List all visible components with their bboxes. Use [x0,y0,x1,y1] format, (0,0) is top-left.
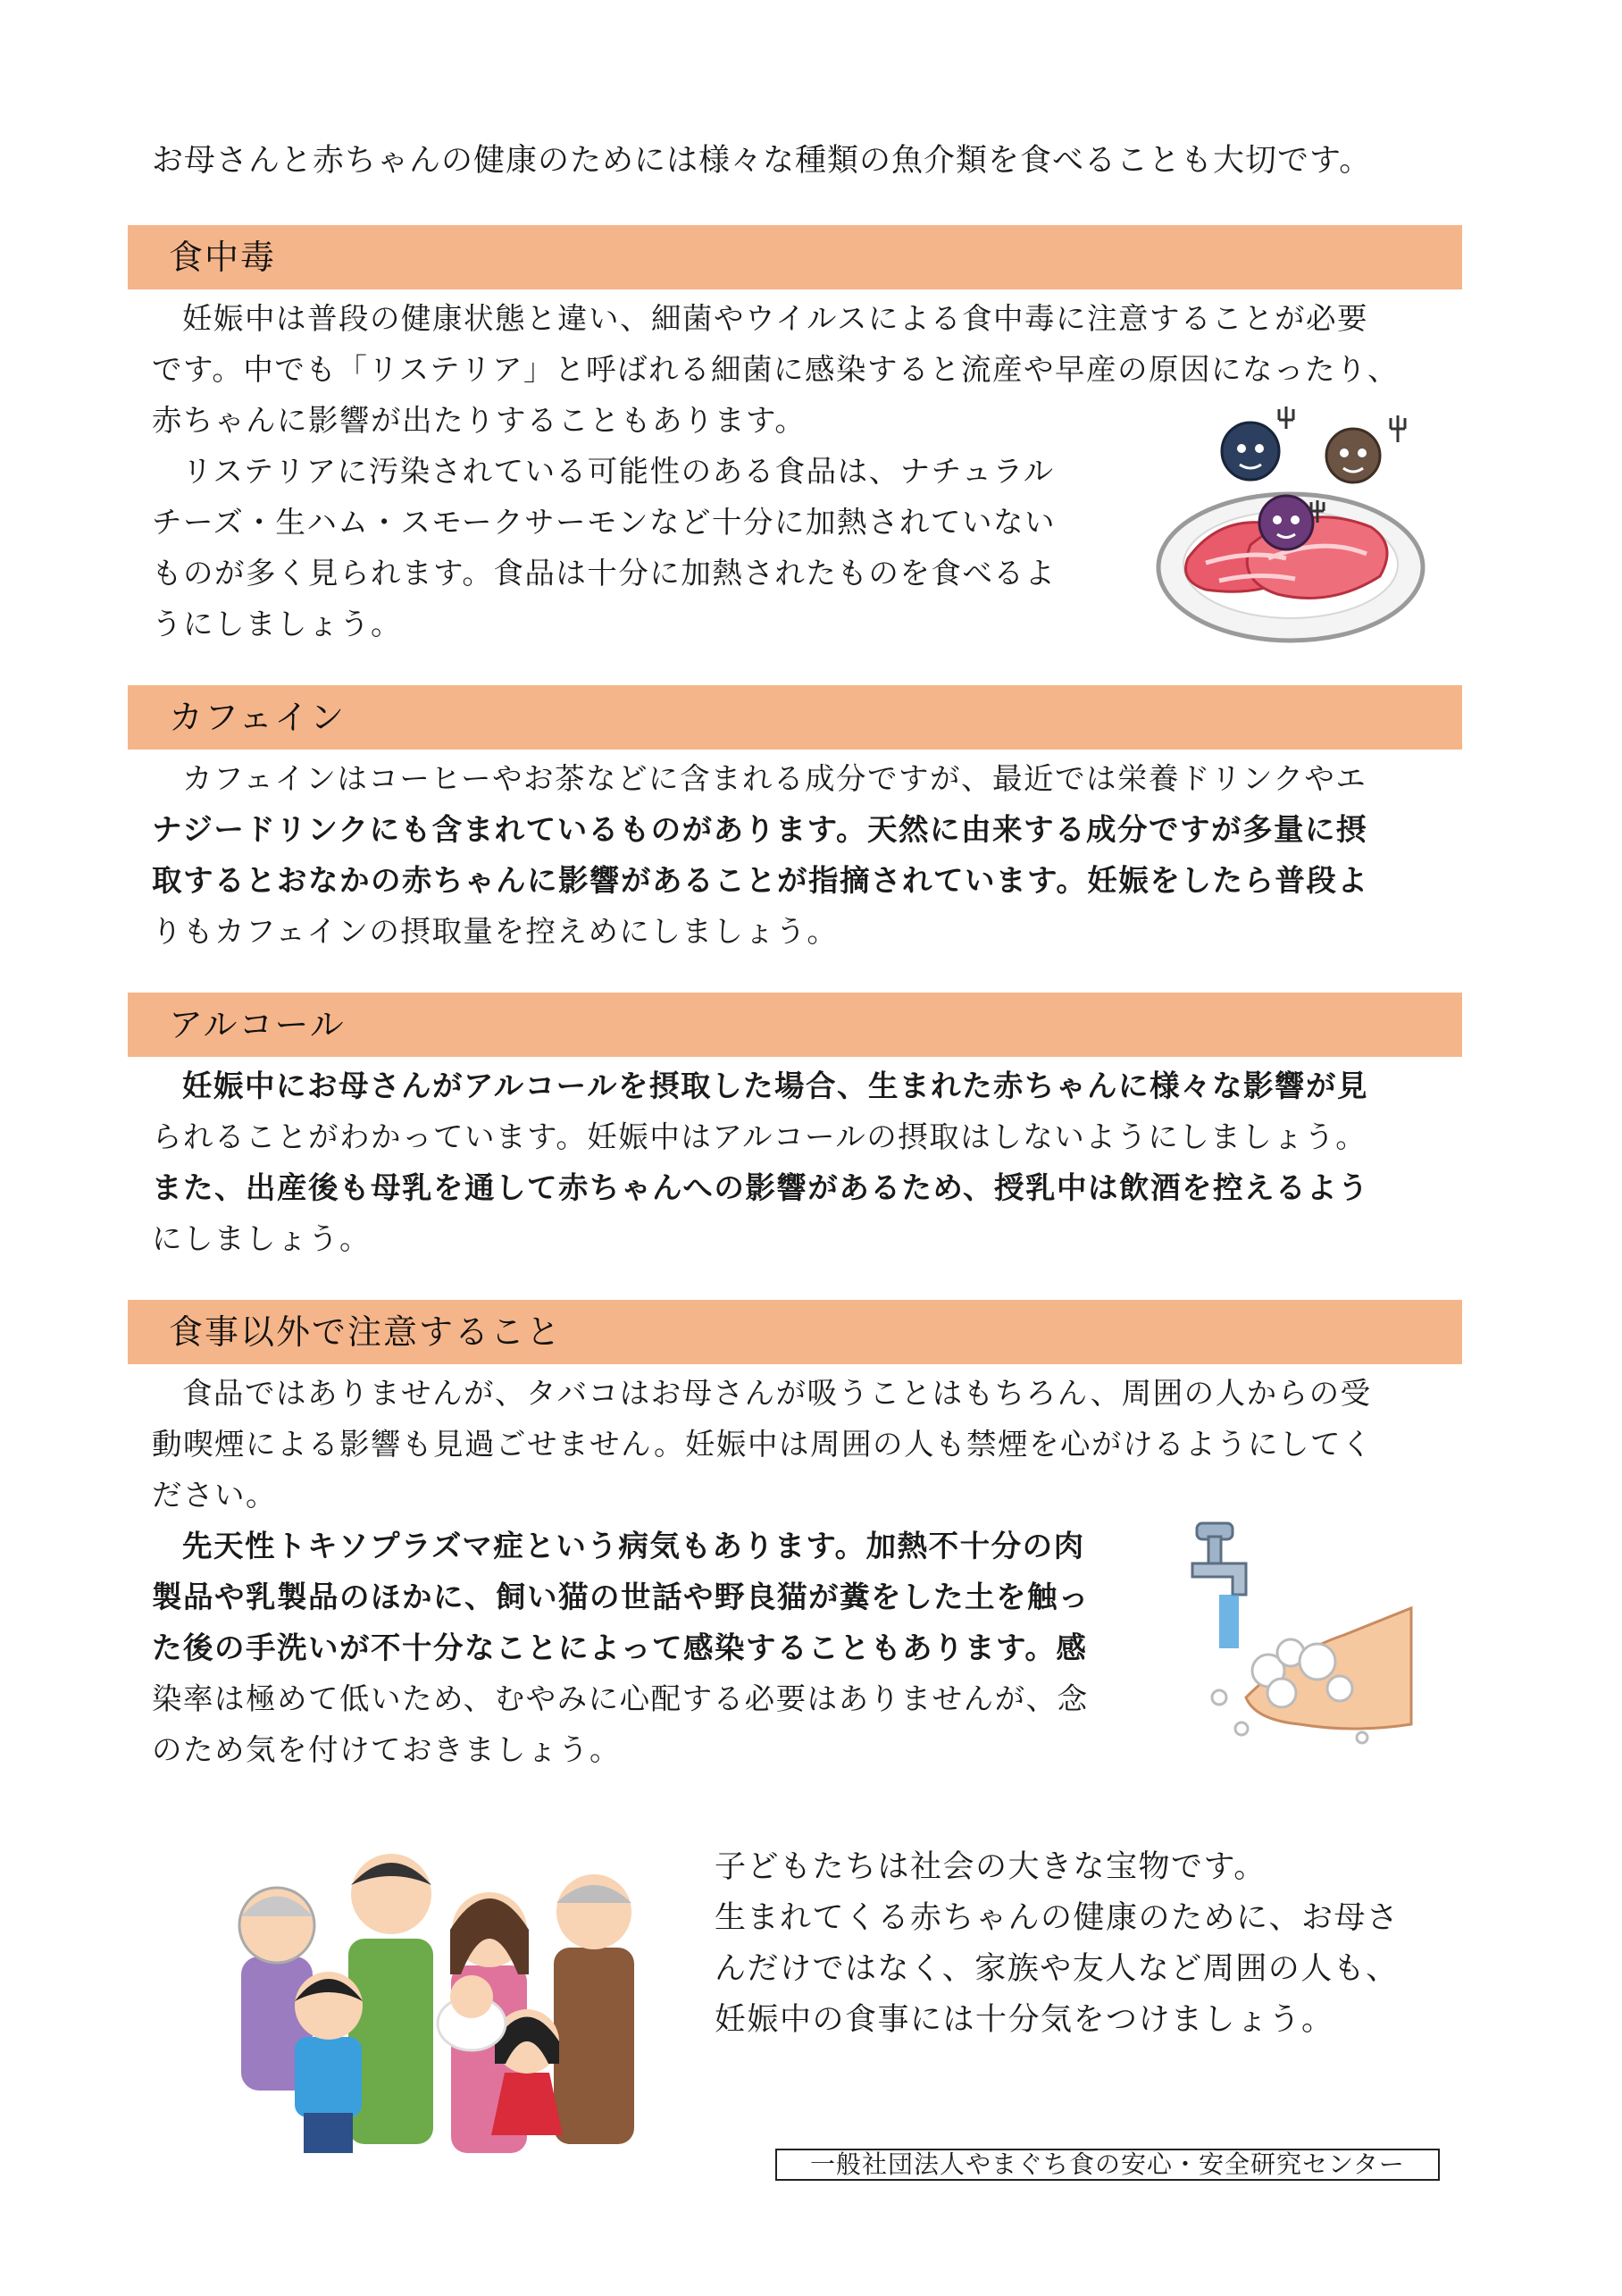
section-title: アルコール [169,1005,346,1044]
text-line: です。中でも「リステリア」と呼ばれる細菌に感染すると流産や早産の原因になったり、 [152,352,1399,387]
section-header-food-poisoning [128,225,1462,289]
text-line: ナジードリンクにも含まれているものがあります。天然に由来する成分ですが多量に摂 [152,812,1367,847]
text-line: 赤ちゃんに影響が出たりすることもあります。 [152,403,807,438]
text-line: 先天性トキソプラズマ症という病気もあります。加熱不十分の肉 [182,1529,1085,1563]
closing-message [715,1842,1400,2046]
text-line: リステリアに汚染されている可能性のある食品は、ナチュラル [182,454,1055,489]
text-line: 妊娠中の食事には十分気をつけましょう。 [715,2002,1334,2038]
text-line: りもカフェインの摂取量を控えめにしましょう。 [152,914,839,949]
text-line: 生まれてくる赤ちゃんの健康のために、お母さ [715,1900,1400,1936]
section-header-caffeine [128,685,1462,750]
text-line: うにしましょう。 [152,607,402,641]
text-line: 食品ではありませんが、タバコはお母さんが吸うことはもちろん、周囲の人からの受 [182,1376,1372,1411]
section-header-other-cautions [128,1300,1462,1364]
organization-name: 一般社団法人やまぐち食の安心・安全研究センター [775,2149,1440,2181]
text-line: カフェインはコーヒーやお茶などに含まれる成分ですが、最近では栄養ドリンクやエ [182,761,1367,796]
text-line: にしましょう。 [152,1221,371,1256]
text-line: 取するとおなかの赤ちゃんに影響があることが指摘されています。妊娠をしたら普段よ [152,863,1369,898]
text-line: のため気を付けておきましょう。 [152,1732,621,1767]
text-line: ものが多く見られます。食品は十分に加熱されたものを食べるよ [152,556,1057,591]
section-header-alcohol [128,993,1462,1057]
text-line: 妊娠中にお母さんがアルコールを摂取した場合、生まれた赤ちゃんに様々な影響が見 [182,1068,1368,1103]
text-line: ださい。 [152,1478,277,1513]
text-line: 妊娠中は普段の健康状態と違い、細菌やウイルスによる食中毒に注意することが必要 [182,301,1368,336]
text-line: 子どもたちは社会の大きな宝物です。 [715,1849,1267,1885]
text-line: た後の手洗いが不十分なことによって感染することもあります。感 [152,1630,1088,1665]
family-illustration [188,1831,670,2171]
intro-text: お母さんと赤ちゃんの健康のためには様々な種類の魚介類を食べることも大切です。 [152,143,1372,179]
section-title: 食中毒 [169,238,277,277]
section-body-alcohol [152,1060,1369,1264]
text-line: んだけではなく、家族や友人など周囲の人も、 [715,1951,1399,1987]
section-title: 食事以外で注意すること [169,1312,563,1352]
text-line: 製品や乳製品のほかに、飼い猫の世話や野良猫が糞をした土を触っ [152,1580,1090,1614]
meat-germs-illustration [1152,402,1429,652]
section-title: カフェイン [169,698,347,737]
section-body-caffeine [152,753,1368,957]
handwashing-illustration [1183,1519,1416,1760]
text-line: られることがわかっています。妊娠中はアルコールの摂取はしないようにしましょう。 [152,1119,1367,1154]
text-line: チーズ・生ハム・スモークサーモンなど十分に加熱されていない [152,505,1056,540]
text-line: また、出産後も母乳を通して赤ちゃんへの影響があるため、授乳中は飲酒を控えるよう [152,1170,1369,1205]
text-line: 動喫煙による影響も見過ごせません。妊娠中は周囲の人も禁煙を心がけるようにしてく [152,1427,1374,1462]
text-line: 染率は極めて低いため、むやみに心配する必要はありませんが、念 [152,1681,1089,1716]
